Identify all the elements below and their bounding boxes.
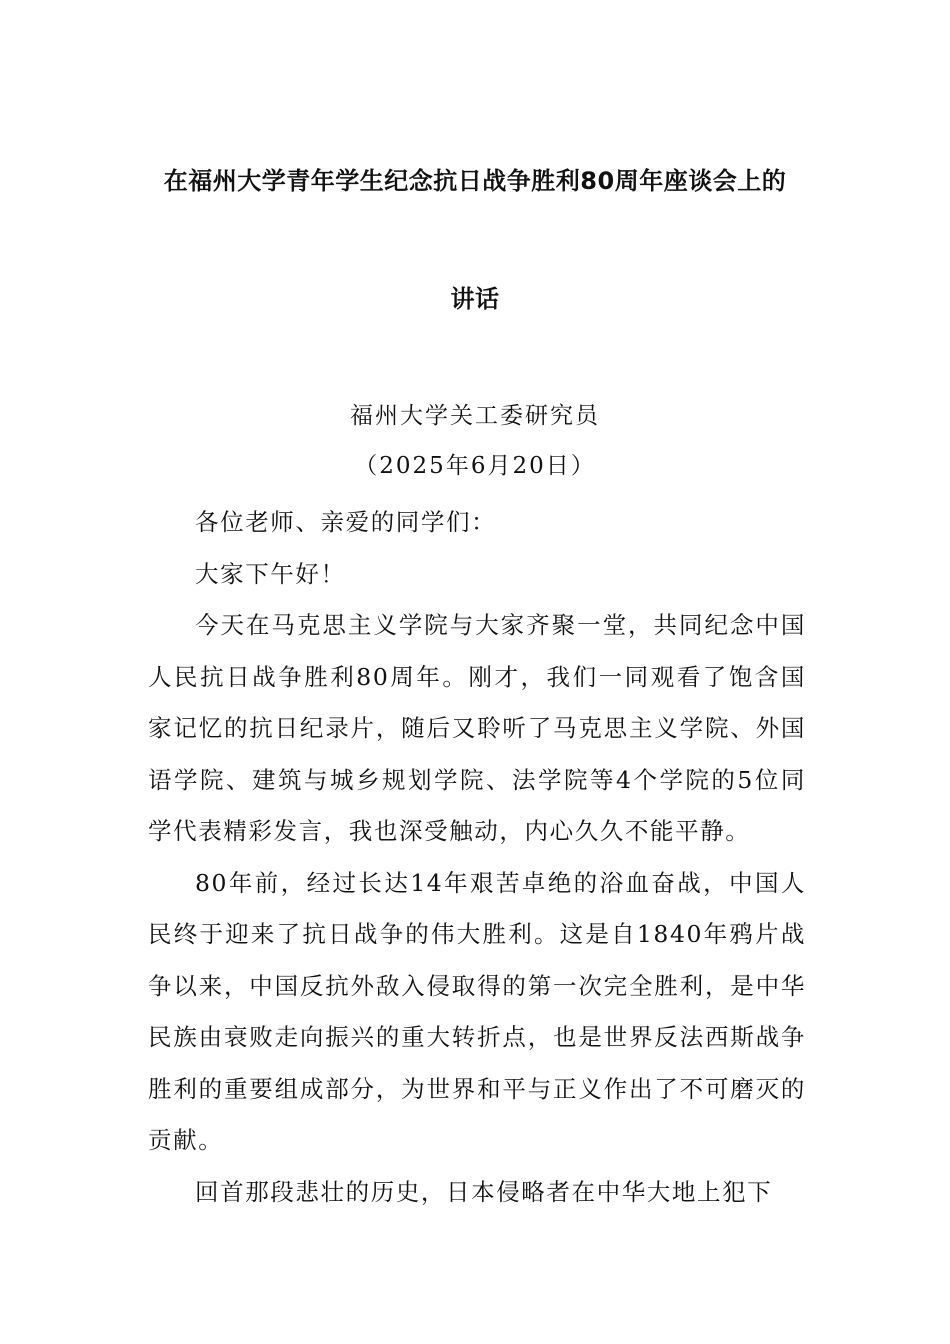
- paragraph-intro: 今天在马克思主义学院与大家齐聚一堂，共同纪念中国人民抗日战争胜利80周年。刚才，我们一同观看了饱含国家记忆的抗日纪录片，随后又聆听了马克思主义学院、外国语学院、建筑与城乡规划学院、法学院等4个学院的5位同学代表精彩发言，我也深受触动，内心久久不能平静。: [148, 611, 806, 845]
- document-date: （2025年6月20日）: [354, 453, 596, 479]
- paragraph-continuation: 回首那段悲壮的历史，日本侵略者在中华大地上犯下: [195, 1177, 773, 1206]
- document-author: 福州大学关工委研究员: [350, 403, 600, 429]
- document-title-line-2: 讲话: [450, 285, 500, 313]
- greeting: 大家下午好！: [195, 559, 346, 588]
- paragraph-history: 80年前，经过长达14年艰苦卓绝的浴血奋战，中国人民终于迎来了抗日战争的伟大胜利。这是自1840年鸦片战争以来，中国反抗外敌入侵取得的第一次完全胜利，是中华民族由衰败走向振兴的重大转折点，也是世界反法西斯战争胜利的重要组成部分，为世界和平与正义作出了不可磨灭的贡献。: [148, 868, 806, 1154]
- salutation: 各位老师、亲爱的同学们：: [195, 508, 497, 536]
- document-body: [148, 497, 806, 1218]
- document-title-line-1: 在福州大学青年学生纪念抗日战争胜利80周年座谈会上的: [163, 167, 787, 195]
